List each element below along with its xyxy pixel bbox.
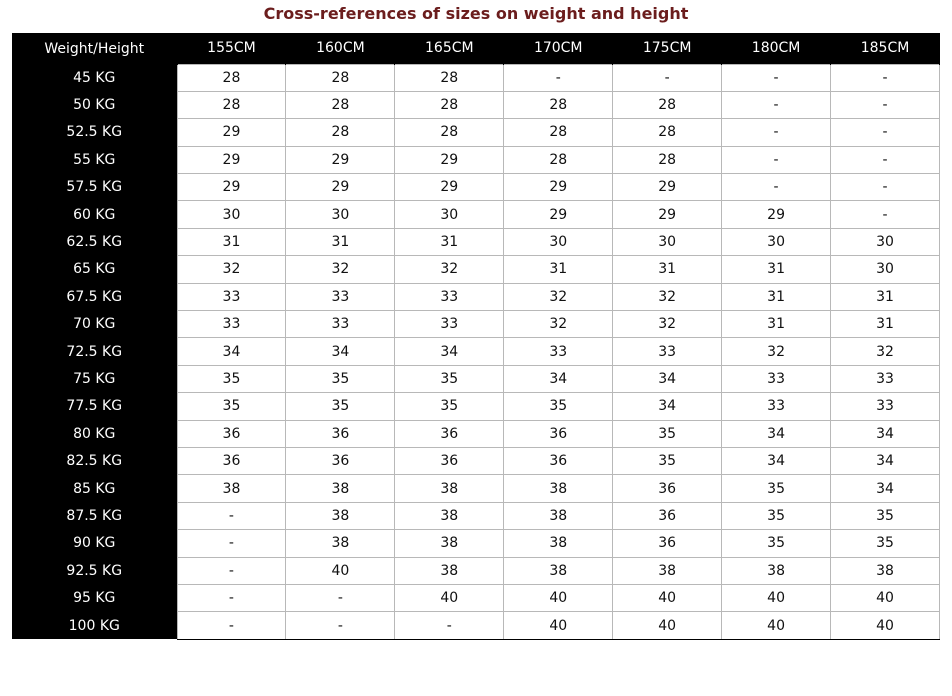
size-cell: 35 bbox=[831, 530, 940, 557]
size-cell: 31 bbox=[504, 256, 613, 283]
size-cell: 33 bbox=[286, 311, 395, 338]
size-cell: 33 bbox=[722, 393, 831, 420]
size-cell: 34 bbox=[831, 420, 940, 447]
size-cell: 36 bbox=[177, 420, 286, 447]
size-cell: 34 bbox=[177, 338, 286, 365]
size-cell: 33 bbox=[395, 311, 504, 338]
size-cell: 36 bbox=[613, 530, 722, 557]
size-cell: 32 bbox=[286, 256, 395, 283]
size-cell: 36 bbox=[613, 475, 722, 502]
table-row bbox=[12, 338, 940, 365]
size-cell: 28 bbox=[504, 119, 613, 146]
size-cell: 38 bbox=[177, 475, 286, 502]
size-cell: 31 bbox=[722, 311, 831, 338]
size-cell: 38 bbox=[504, 475, 613, 502]
weight-label: 75 KG bbox=[12, 365, 177, 392]
size-cell: 32 bbox=[504, 311, 613, 338]
size-cell: 38 bbox=[286, 530, 395, 557]
size-cell: - bbox=[722, 119, 831, 146]
header-height-column: 170CM bbox=[504, 33, 613, 64]
size-cell: 36 bbox=[286, 420, 395, 447]
weight-label: 65 KG bbox=[12, 256, 177, 283]
weight-label: 57.5 KG bbox=[12, 174, 177, 201]
size-cell: 28 bbox=[504, 146, 613, 173]
size-cell: 33 bbox=[177, 283, 286, 310]
size-cell: 29 bbox=[613, 174, 722, 201]
size-cell: 35 bbox=[177, 365, 286, 392]
size-cell: - bbox=[177, 612, 286, 639]
size-cell: 30 bbox=[177, 201, 286, 228]
size-cell: - bbox=[831, 174, 940, 201]
header-height-column: 185CM bbox=[831, 33, 940, 64]
weight-label: 77.5 KG bbox=[12, 393, 177, 420]
size-cell: 34 bbox=[722, 420, 831, 447]
size-cell: 34 bbox=[286, 338, 395, 365]
size-cell: 31 bbox=[286, 228, 395, 255]
table-row bbox=[12, 201, 940, 228]
size-cell: - bbox=[177, 502, 286, 529]
size-cell: 33 bbox=[831, 393, 940, 420]
size-cell: 29 bbox=[286, 174, 395, 201]
size-cell: 35 bbox=[286, 393, 395, 420]
header-height-column: 160CM bbox=[286, 33, 395, 64]
size-cell: 34 bbox=[831, 447, 940, 474]
size-cell: - bbox=[831, 64, 940, 91]
size-cell: 35 bbox=[177, 393, 286, 420]
table-row bbox=[12, 557, 940, 584]
size-cell: 32 bbox=[177, 256, 286, 283]
size-cell: 33 bbox=[504, 338, 613, 365]
size-cell: 28 bbox=[613, 119, 722, 146]
weight-label: 52.5 KG bbox=[12, 119, 177, 146]
size-cell: 28 bbox=[395, 64, 504, 91]
size-cell: 38 bbox=[504, 530, 613, 557]
size-cell: 38 bbox=[395, 475, 504, 502]
table-row bbox=[12, 393, 940, 420]
weight-label: 70 KG bbox=[12, 311, 177, 338]
size-cell: 31 bbox=[722, 283, 831, 310]
size-cell: 38 bbox=[395, 502, 504, 529]
size-cell: - bbox=[177, 530, 286, 557]
size-cell: 30 bbox=[831, 228, 940, 255]
weight-label: 87.5 KG bbox=[12, 502, 177, 529]
size-cell: 29 bbox=[722, 201, 831, 228]
size-cell: 30 bbox=[613, 228, 722, 255]
size-cell: 28 bbox=[395, 91, 504, 118]
size-cell: 28 bbox=[613, 91, 722, 118]
size-cell: 29 bbox=[177, 119, 286, 146]
size-cell: 28 bbox=[286, 64, 395, 91]
size-cell: 33 bbox=[286, 283, 395, 310]
weight-label: 67.5 KG bbox=[12, 283, 177, 310]
size-cell: 40 bbox=[722, 612, 831, 639]
weight-label: 62.5 KG bbox=[12, 228, 177, 255]
header-height-column: 155CM bbox=[177, 33, 286, 64]
size-cell: 28 bbox=[613, 146, 722, 173]
size-cell: 29 bbox=[177, 174, 286, 201]
size-cell: 38 bbox=[722, 557, 831, 584]
size-cell: 28 bbox=[286, 119, 395, 146]
size-cell: - bbox=[177, 584, 286, 611]
size-cell: 33 bbox=[177, 311, 286, 338]
size-cell: 35 bbox=[504, 393, 613, 420]
size-cell: 40 bbox=[286, 557, 395, 584]
size-cell: - bbox=[613, 64, 722, 91]
weight-label: 50 KG bbox=[12, 91, 177, 118]
size-cell: 28 bbox=[286, 91, 395, 118]
table-row bbox=[12, 447, 940, 474]
size-cell: - bbox=[177, 557, 286, 584]
size-cell: 38 bbox=[504, 557, 613, 584]
size-cell: 29 bbox=[504, 201, 613, 228]
size-cell: - bbox=[831, 146, 940, 173]
size-cell: 35 bbox=[722, 475, 831, 502]
size-cell: 34 bbox=[831, 475, 940, 502]
table-row bbox=[12, 256, 940, 283]
size-cell: 35 bbox=[613, 420, 722, 447]
size-cell: - bbox=[722, 64, 831, 91]
size-cell: 28 bbox=[504, 91, 613, 118]
size-cell: 36 bbox=[395, 447, 504, 474]
table-row bbox=[12, 146, 940, 173]
size-cell: - bbox=[722, 174, 831, 201]
weight-label: 100 KG bbox=[12, 612, 177, 639]
header-height-column: 180CM bbox=[722, 33, 831, 64]
table-row bbox=[12, 365, 940, 392]
size-cell: 34 bbox=[395, 338, 504, 365]
size-cell: 40 bbox=[831, 584, 940, 611]
size-cell: 35 bbox=[831, 502, 940, 529]
size-cell: 31 bbox=[722, 256, 831, 283]
table-row bbox=[12, 475, 940, 502]
size-cell: 31 bbox=[613, 256, 722, 283]
size-cell: 40 bbox=[504, 584, 613, 611]
size-cell: - bbox=[504, 64, 613, 91]
size-cell: 29 bbox=[504, 174, 613, 201]
size-cell: 28 bbox=[177, 91, 286, 118]
size-cell: 36 bbox=[613, 502, 722, 529]
size-cell: 30 bbox=[286, 201, 395, 228]
weight-label: 85 KG bbox=[12, 475, 177, 502]
size-cell: - bbox=[722, 146, 831, 173]
size-cell: 35 bbox=[613, 447, 722, 474]
weight-label: 95 KG bbox=[12, 584, 177, 611]
size-cell: 28 bbox=[177, 64, 286, 91]
size-cell: 34 bbox=[504, 365, 613, 392]
weight-label: 60 KG bbox=[12, 201, 177, 228]
size-cell: 40 bbox=[722, 584, 831, 611]
size-cell: 40 bbox=[831, 612, 940, 639]
size-cell: 40 bbox=[395, 584, 504, 611]
table-body bbox=[12, 64, 940, 639]
header-height-column: 175CM bbox=[613, 33, 722, 64]
size-cell: 32 bbox=[722, 338, 831, 365]
size-cell: - bbox=[831, 119, 940, 146]
size-cell: 29 bbox=[613, 201, 722, 228]
size-cell: 31 bbox=[395, 228, 504, 255]
size-cell: - bbox=[395, 612, 504, 639]
table-row bbox=[12, 174, 940, 201]
table-row bbox=[12, 283, 940, 310]
size-cell: 35 bbox=[395, 393, 504, 420]
size-cell: 29 bbox=[177, 146, 286, 173]
table-row bbox=[12, 584, 940, 611]
size-cell: - bbox=[831, 91, 940, 118]
size-cell: 34 bbox=[722, 447, 831, 474]
size-cell: 38 bbox=[395, 530, 504, 557]
size-cell: 38 bbox=[831, 557, 940, 584]
size-cell: 32 bbox=[831, 338, 940, 365]
size-cell: 34 bbox=[613, 365, 722, 392]
size-chart-table bbox=[12, 33, 940, 640]
weight-label: 55 KG bbox=[12, 146, 177, 173]
table-row bbox=[12, 530, 940, 557]
size-cell: 35 bbox=[722, 530, 831, 557]
size-cell: - bbox=[286, 584, 395, 611]
size-cell: 29 bbox=[395, 174, 504, 201]
size-cell: 40 bbox=[613, 584, 722, 611]
size-cell: - bbox=[831, 201, 940, 228]
weight-label: 92.5 KG bbox=[12, 557, 177, 584]
header-weight-height: Weight/Height bbox=[12, 33, 177, 64]
table-row bbox=[12, 311, 940, 338]
weight-label: 90 KG bbox=[12, 530, 177, 557]
size-cell: 33 bbox=[395, 283, 504, 310]
size-cell: 36 bbox=[286, 447, 395, 474]
size-cell: 30 bbox=[831, 256, 940, 283]
size-cell: 40 bbox=[613, 612, 722, 639]
size-cell: 36 bbox=[177, 447, 286, 474]
size-cell: 35 bbox=[722, 502, 831, 529]
size-cell: 38 bbox=[286, 475, 395, 502]
size-cell: 31 bbox=[831, 283, 940, 310]
size-cell: 34 bbox=[613, 393, 722, 420]
size-cell: 36 bbox=[395, 420, 504, 447]
size-cell: 38 bbox=[504, 502, 613, 529]
size-cell: 29 bbox=[286, 146, 395, 173]
size-cell: 32 bbox=[504, 283, 613, 310]
weight-label: 80 KG bbox=[12, 420, 177, 447]
size-cell: 40 bbox=[504, 612, 613, 639]
header-height-column: 165CM bbox=[395, 33, 504, 64]
size-cell: 31 bbox=[177, 228, 286, 255]
size-cell: 30 bbox=[722, 228, 831, 255]
size-cell: 38 bbox=[286, 502, 395, 529]
size-cell: - bbox=[722, 91, 831, 118]
size-cell: 36 bbox=[504, 420, 613, 447]
size-cell: 32 bbox=[613, 283, 722, 310]
size-cell: 30 bbox=[395, 201, 504, 228]
size-cell: 32 bbox=[395, 256, 504, 283]
size-cell: 35 bbox=[395, 365, 504, 392]
table-row bbox=[12, 228, 940, 255]
table-row bbox=[12, 91, 940, 118]
header-row bbox=[12, 33, 940, 64]
size-cell: 29 bbox=[395, 146, 504, 173]
table-row bbox=[12, 502, 940, 529]
table-row bbox=[12, 420, 940, 447]
size-cell: 33 bbox=[722, 365, 831, 392]
weight-label: 45 KG bbox=[12, 64, 177, 91]
page-title: Cross-references of sizes on weight and height bbox=[263, 4, 689, 23]
size-cell: 33 bbox=[613, 338, 722, 365]
table-row bbox=[12, 64, 940, 91]
size-cell: 36 bbox=[504, 447, 613, 474]
table-row bbox=[12, 612, 940, 639]
weight-label: 72.5 KG bbox=[12, 338, 177, 365]
weight-label: 82.5 KG bbox=[12, 447, 177, 474]
size-cell: 35 bbox=[286, 365, 395, 392]
size-cell: 38 bbox=[613, 557, 722, 584]
size-cell: - bbox=[286, 612, 395, 639]
size-cell: 32 bbox=[613, 311, 722, 338]
table-row bbox=[12, 119, 940, 146]
size-cell: 31 bbox=[831, 311, 940, 338]
size-cell: 38 bbox=[395, 557, 504, 584]
size-cell: 28 bbox=[395, 119, 504, 146]
size-cell: 33 bbox=[831, 365, 940, 392]
size-cell: 30 bbox=[504, 228, 613, 255]
